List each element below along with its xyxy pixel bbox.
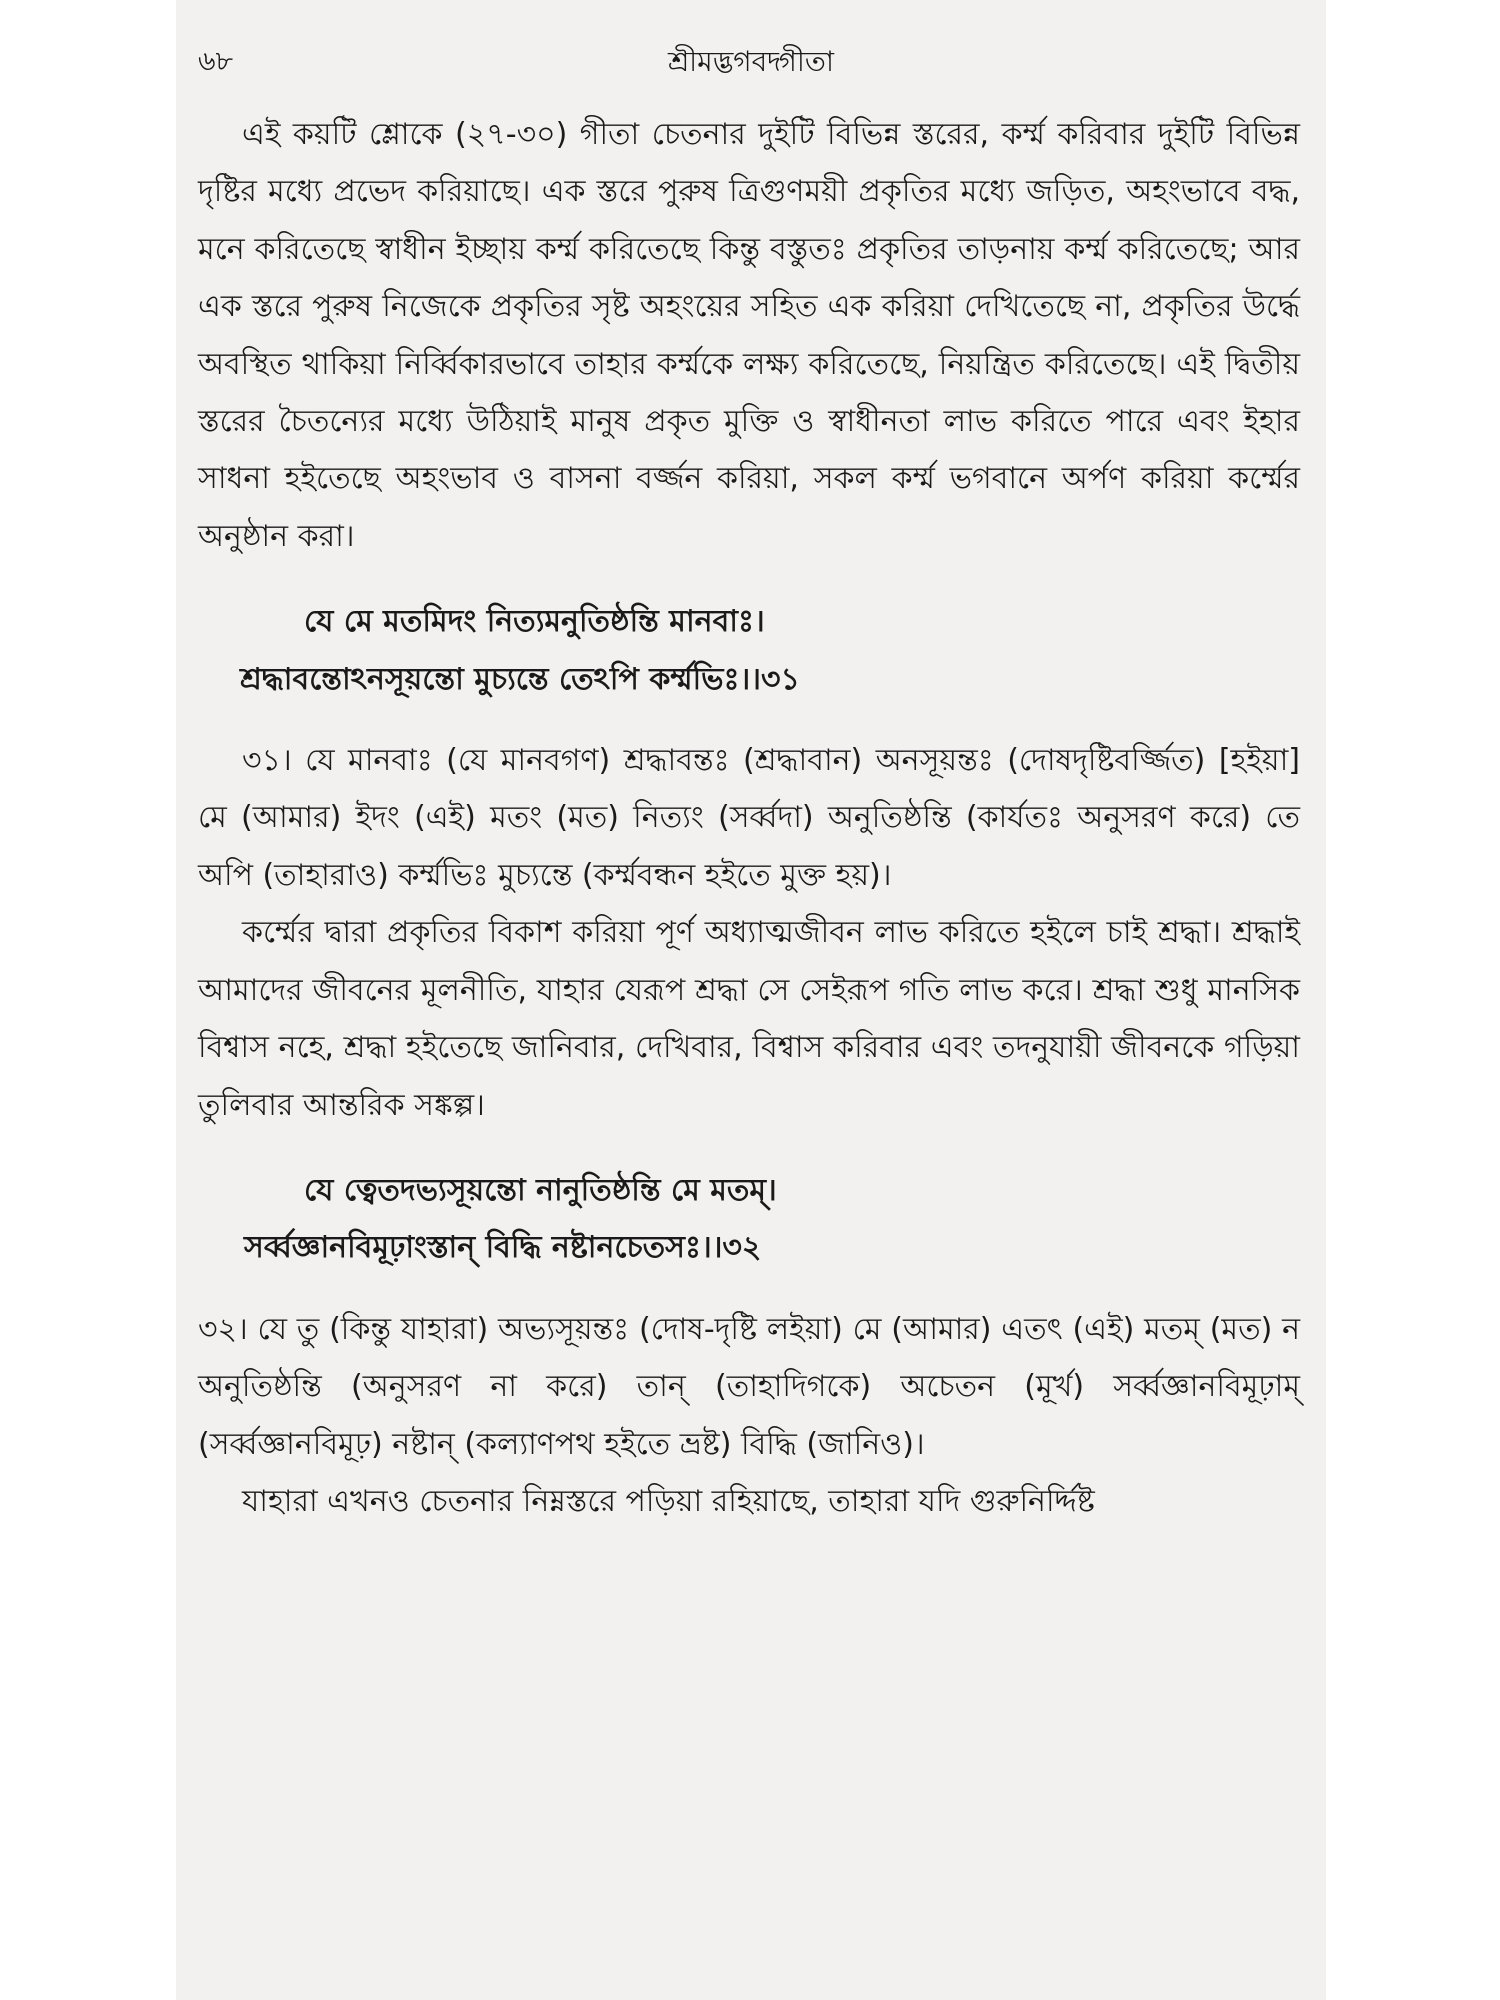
- verse-31-line-2: শ্রদ্ধাবন্তোঽনসূয়ন্তো মুচ্যন্তে তেঽপি কর্ম্মভিঃ।।৩১: [240, 661, 800, 697]
- verse-31-line-1: যে মে মতমিদং নিত্যমনুতিষ্ঠন্তি মানবাঃ।: [304, 604, 765, 640]
- page-body: [198, 106, 1300, 1530]
- commentary-paragraph-3: যাহারা এখনও চেতনার নিম্নস্তরে পড়িয়া রহিয়াছে, তাহারা যদি গুরুনির্দ্দিষ্ট: [242, 1483, 1095, 1519]
- verse-32: [198, 1162, 1300, 1277]
- verse-31: [198, 593, 1300, 708]
- verse-32-line-1: যে ত্বেতদভ্যসূয়ন্তো নানুতিষ্ঠন্তি মে মতম্।: [304, 1172, 777, 1208]
- book-page: [176, 0, 1326, 2000]
- translation-31: ৩১। যে মানবাঃ (যে মানবগণ) শ্রদ্ধাবন্তঃ (শ্রদ্ধাবান) অনসূয়ন্তঃ (দোষদৃষ্টিবর্জ্জিত) [হইয়া] মে (আমার) ইদং (এই) মতং (মত) নিত্যং (সর্ব্বদা) অনুতিষ্ঠন্তি (কার্যতঃ অনুসরণ করে) তে অপি (তাহারাও) কর্ম্মভিঃ মুচ্যন্তে (কর্ম্মবন্ধন হইতে মুক্ত হয়)।: [198, 743, 1300, 893]
- page-header: [176, 42, 1326, 86]
- commentary-paragraph-1: এই কয়টি শ্লোকে (২৭-৩০) গীতা চেতনার দুইটি বিভিন্ন স্তরের, কর্ম্ম করিবার দুইটি বিভিন্ন দৃষ্টির মধ্যে প্রভেদ করিয়াছে। এক স্তরে পুরুষ ত্রিগুণময়ী প্রকৃতির মধ্যে জড়িত, অহংভাবে বদ্ধ, মনে করিতেছে স্বাধীন ইচ্ছায় কর্ম্ম করিতেছে কিন্তু বস্তুতঃ প্রকৃতির তাড়নায় কর্ম্ম করিতেছে; আর এক স্তরে পুরুষ নিজেকে প্রকৃতির সৃষ্ট অহংয়ের সহিত এক করিয়া দেখিতেছে না, প্রকৃতির উর্দ্ধে অবস্থিত থাকিয়া নির্ব্বিকারভাবে তাহার কর্ম্মকে লক্ষ্য করিতেছে, নিয়ন্ত্রিত করিতেছে। এই দ্বিতীয় স্তরের চৈতন্যের মধ্যে উঠিয়াই মানুষ প্রকৃত মুক্তি ও স্বাধীনতা লাভ করিতে পারে এবং ইহার সাধনা হইতেছে অহংভাব ও বাসনা বর্জ্জন করিয়া, সকল কর্ম্ম ভগবানে অর্পণ করিয়া কর্ম্মের অনুষ্ঠান করা।: [198, 117, 1300, 554]
- running-title: শ্রীমদ্ভগবদ্গীতা: [668, 45, 834, 78]
- translation-32: ৩২। যে তু (কিন্তু যাহারা) অভ্যসূয়ন্তঃ (দোষ-দৃষ্টি লইয়া) মে (আমার) এতৎ (এই) মতম্ (মত) ন অনুতিষ্ঠন্তি (অনুসরণ না করে) তান্ (তাহাদিগকে) অচেতন (মূর্খ) সর্ব্বজ্ঞানবিমূঢ়াম্ (সর্ব্বজ্ঞানবিমূঢ়) নষ্টান্ (কল্যাণপথ হইতে ভ্রষ্ট) বিদ্ধি (জানিও)।: [198, 1311, 1300, 1462]
- commentary-paragraph-2: কর্ম্মের দ্বারা প্রকৃতির বিকাশ করিয়া পূর্ণ অধ্যাত্মজীবন লাভ করিতে হইলে চাই শ্রদ্ধা। শ্রদ্ধাই আমাদের জীবনের মূলনীতি, যাহার যেরূপ শ্রদ্ধা সে সেইরূপ গতি লাভ করে। শ্রদ্ধা শুধু মানসিক বিশ্বাস নহে, শ্রদ্ধা হইতেছে জানিবার, দেখিবার, বিশ্বাস করিবার এবং তদনুযায়ী জীবনকে গড়িয়া তুলিবার আন্তরিক সঙ্কল্প।: [198, 915, 1300, 1123]
- verse-32-line-2: সর্ব্বজ্ঞানবিমূঢ়াংস্তান্ বিদ্ধি নষ্টানচেতসঃ।।৩২: [244, 1230, 762, 1266]
- page-number: ৬৮: [198, 46, 234, 77]
